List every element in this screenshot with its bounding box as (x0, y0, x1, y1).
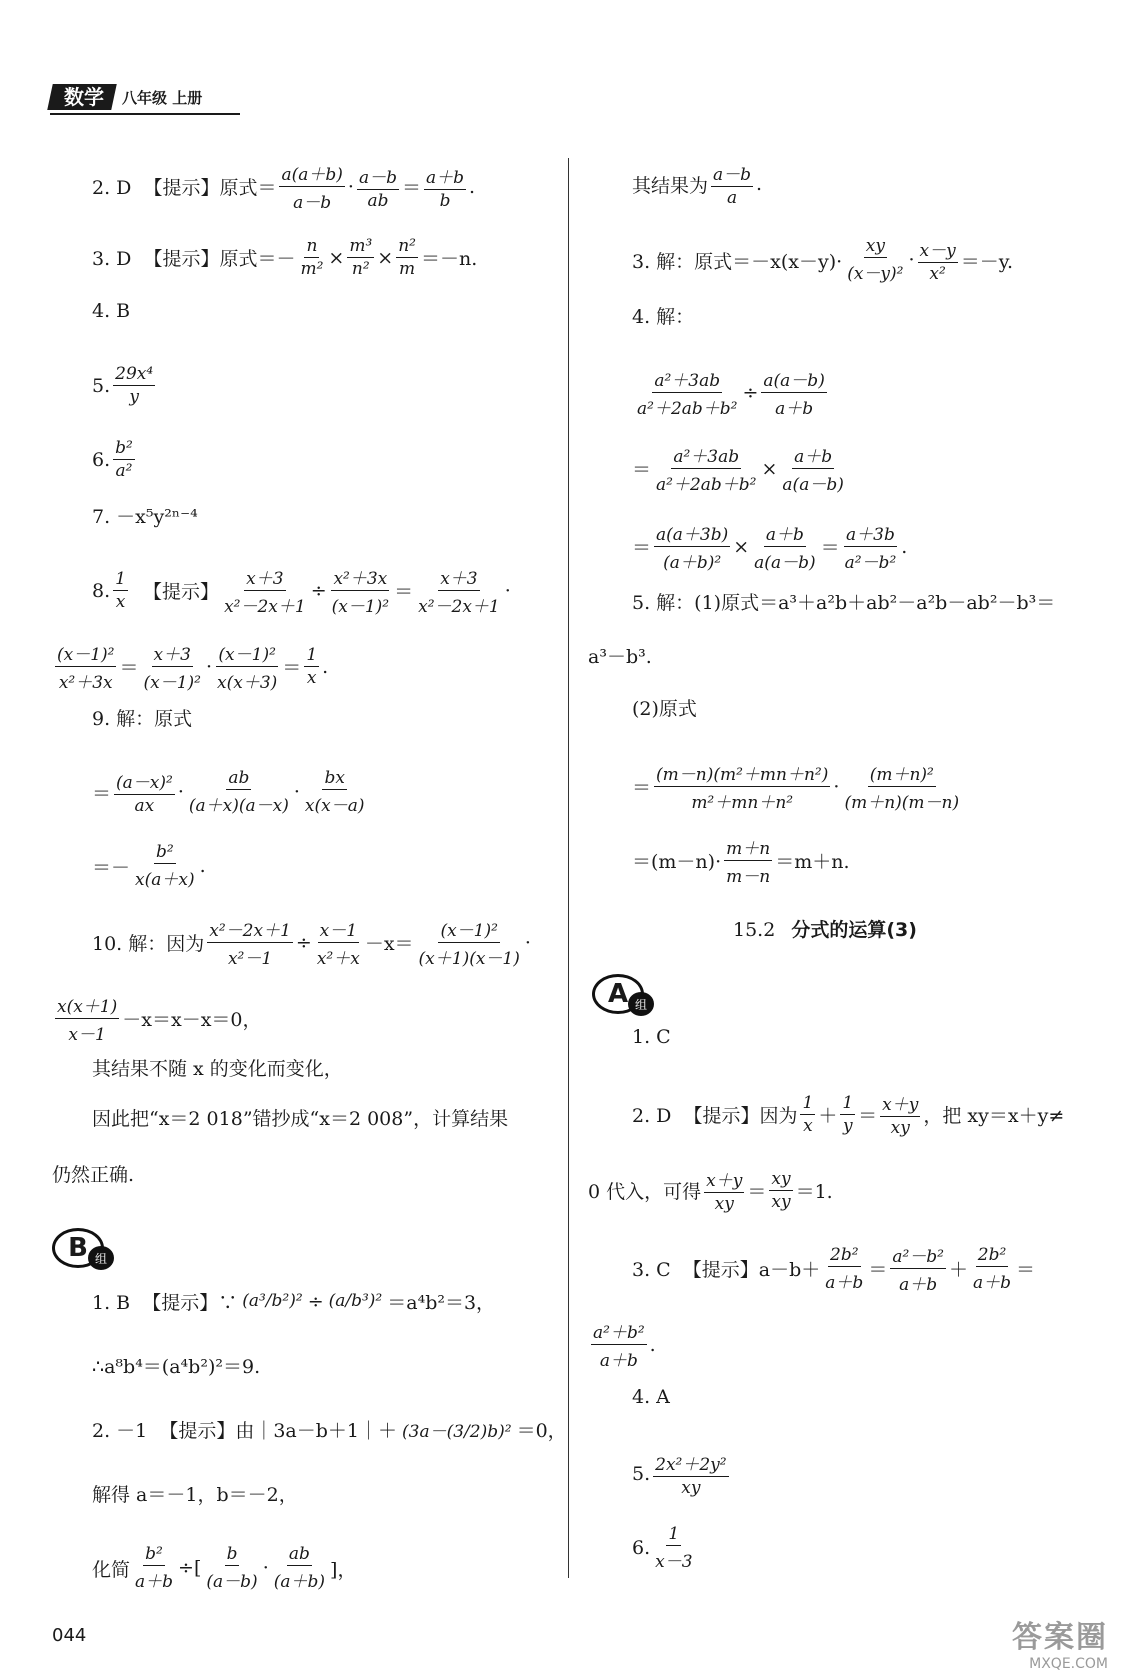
text-run: 8. (92, 579, 111, 602)
right-line (632, 1524, 698, 1572)
fraction (240, 1291, 304, 1312)
denominator: a(a－b) (782, 475, 844, 495)
text-run: . (901, 535, 908, 558)
denominator: a＋b (135, 1572, 174, 1592)
right-line (632, 1386, 670, 1408)
fraction (133, 842, 197, 890)
text-run: · (524, 931, 531, 954)
text-run: . (756, 173, 763, 195)
text-run: 1. B 【提示】∵ (92, 1292, 238, 1314)
right-line (632, 588, 1055, 615)
denominator: m²＋mn＋n² (691, 793, 794, 813)
denominator: x (803, 1115, 813, 1136)
text-run: × (761, 457, 778, 480)
text-run: ＝a⁴b²＝3， (387, 1292, 496, 1314)
right-line (632, 1026, 671, 1048)
denominator: b (439, 190, 451, 211)
left-line (92, 1288, 495, 1315)
numerator: 2b² (830, 1244, 859, 1265)
left-line (92, 1104, 508, 1131)
denominator: (a－b) (206, 1572, 258, 1592)
denominator: xy (681, 1478, 701, 1498)
fraction (279, 160, 344, 213)
denominator: x² (929, 264, 946, 284)
left-line (92, 236, 477, 279)
text-run: ＝－ (92, 856, 131, 879)
left-line (52, 640, 328, 693)
denominator: x²＋3x (58, 673, 113, 693)
header-underline (50, 113, 240, 115)
left-line (92, 564, 511, 617)
text-run: ＝ (632, 459, 652, 481)
numerator: x＋y (704, 1166, 744, 1193)
fraction (724, 834, 772, 887)
right-line (632, 236, 1013, 284)
numerator: (x－1)² (216, 640, 277, 667)
text-run: ＝ (92, 782, 112, 805)
fraction (207, 916, 293, 969)
numerator: a＋b (792, 442, 834, 469)
text-run: ＋ (818, 1104, 838, 1127)
text-run: ＝－n. (420, 248, 478, 270)
fraction (842, 760, 961, 813)
text-run: 7. －x⁵y²ⁿ⁻⁴ (92, 506, 198, 528)
numerator: xy (771, 1168, 791, 1189)
numerator: a(a＋b) (279, 160, 344, 187)
text-run: 10. 解：因为 (92, 933, 205, 955)
fraction (298, 236, 325, 279)
numerator: x＋3 (152, 640, 193, 667)
fraction (55, 992, 119, 1045)
text-run: × (328, 246, 345, 269)
numerator: a－b (357, 163, 399, 190)
grade-label: 八年级 上册 (122, 88, 203, 107)
fraction (840, 1093, 855, 1136)
numerator: 1 (306, 645, 318, 665)
fraction (330, 564, 391, 617)
fraction (890, 1242, 946, 1295)
text-run: 2. －1 【提示】由｜3a－b＋1｜＋ (92, 1420, 398, 1442)
denominator: n² (351, 259, 370, 279)
fraction (222, 564, 308, 617)
numerator: xy (865, 236, 885, 256)
numerator: (m＋n)² (868, 760, 936, 787)
text-run: ＝0， (516, 1420, 567, 1442)
left-line (92, 1054, 343, 1081)
left-line (92, 438, 138, 481)
text-run: 3. 解：原式＝－x(x－y)· (632, 250, 843, 273)
section-name: 分式的运算(3) (791, 919, 917, 941)
fraction (711, 160, 753, 208)
denominator: a² (115, 461, 133, 481)
fraction (142, 640, 203, 693)
subject-tab: 数学 (47, 84, 117, 110)
fraction (654, 520, 730, 573)
text-run: · (177, 781, 184, 803)
right-line (588, 1166, 833, 1214)
denominator: x²－1 (227, 949, 273, 969)
numerator: 1 (802, 1092, 814, 1113)
numerator: ab (228, 768, 250, 788)
denominator: x (306, 668, 317, 688)
page-header (50, 84, 202, 110)
text-run: ＝ (858, 1104, 878, 1127)
numerator: x²－2x＋1 (207, 916, 293, 943)
numerator: (a³/b²)² (242, 1291, 303, 1311)
text-run: 3. D 【提示】原式＝－ (92, 248, 296, 270)
fraction (55, 640, 116, 693)
text-run: ＝ (747, 1180, 767, 1203)
denominator: a²－b² (844, 553, 897, 573)
fraction (424, 163, 466, 211)
text-run: 0 代入，可得 (588, 1180, 702, 1203)
left-line (92, 300, 130, 322)
text-run: 2. D 【提示】因为 (632, 1104, 798, 1127)
text-run: ＝1. (795, 1180, 833, 1203)
text-run: －x＝x－x＝0， (122, 1009, 262, 1031)
fraction (113, 438, 135, 481)
fraction (113, 569, 128, 612)
right-line (632, 302, 694, 329)
column-divider (568, 158, 569, 1578)
text-run: . (199, 855, 206, 877)
right-line (588, 1318, 656, 1371)
fraction (591, 1318, 647, 1371)
text-run: · (293, 781, 300, 803)
denominator: x²－2x＋1 (224, 597, 306, 617)
fraction (971, 1245, 1013, 1293)
denominator: (x－1)² (143, 673, 201, 693)
right-line (632, 1242, 1035, 1295)
text-run: ÷[ (178, 1557, 202, 1579)
text-run: －x＝ (364, 933, 414, 955)
text-run: 2. D 【提示】原式＝ (92, 177, 277, 199)
text-run: 4. 解： (632, 306, 695, 328)
fraction (357, 163, 399, 211)
fraction (215, 640, 279, 693)
group-b-letter: B (68, 1233, 88, 1263)
section-title (733, 915, 917, 942)
text-run: ÷ (742, 381, 759, 404)
numerator: a＋b (764, 520, 806, 547)
text-run: 6. (92, 448, 111, 471)
fraction (396, 236, 418, 279)
left-line (92, 160, 475, 213)
numerator: a(a＋3b) (654, 520, 730, 547)
numerator: (a/b³)² (328, 1291, 383, 1311)
fraction (315, 916, 362, 969)
fraction (635, 366, 739, 419)
numerator: a²＋3ab (652, 366, 722, 393)
numerator: x－1 (318, 916, 359, 943)
text-run: ＋ (948, 1259, 968, 1281)
text-run: ＝ (868, 1259, 888, 1281)
denominator: m－n (726, 867, 771, 887)
numerator: x(x＋1) (55, 992, 119, 1019)
left-line (92, 842, 206, 890)
left-line (92, 364, 158, 407)
fraction (800, 1093, 815, 1136)
numerator: a²＋3ab (671, 442, 741, 469)
numerator: a(a－b) (761, 366, 826, 393)
right-line (632, 1090, 1064, 1138)
numerator: 1 (842, 1092, 854, 1113)
left-line (92, 768, 369, 816)
text-run: ＝ (282, 657, 302, 679)
numerator: m³ (349, 236, 373, 256)
denominator: m² (300, 259, 324, 279)
denominator: xy (890, 1118, 910, 1138)
denominator: a(a－b) (754, 553, 816, 573)
fraction (417, 916, 522, 969)
text-run: ＝ (401, 177, 421, 199)
numerator: (3a－(3/2)b)² (402, 1421, 512, 1442)
fraction (823, 1245, 865, 1293)
numerator: n² (398, 236, 416, 256)
text-run: · (833, 775, 840, 798)
fraction (400, 1417, 514, 1443)
numerator: x²＋3x (331, 564, 389, 591)
fraction (653, 1524, 694, 1572)
left-line (92, 1352, 260, 1379)
denominator: (x＋1)(x－1) (418, 949, 520, 969)
text-run: · (504, 579, 511, 602)
numerator: 29x⁴ (115, 364, 154, 384)
numerator: b² (155, 842, 174, 862)
fraction (780, 442, 845, 495)
right-line (632, 442, 849, 495)
text-run: 解得 a＝－1，b＝－2， (92, 1484, 298, 1506)
left-line (92, 704, 192, 731)
denominator: x－3 (655, 1552, 693, 1572)
denominator: a＋b (899, 1275, 938, 1295)
text-run: 5. (632, 1463, 651, 1485)
numerator: ab (288, 1544, 310, 1564)
denominator: (a＋b) (273, 1572, 326, 1592)
numerator: (m－n)(m²＋mn＋n²) (654, 760, 830, 787)
fraction (187, 768, 291, 816)
text-run: ＝ (632, 537, 652, 559)
fraction (133, 1544, 175, 1592)
numerator: x－y (918, 236, 958, 263)
group-a-letter: A (607, 979, 629, 1009)
fraction (761, 366, 826, 419)
numerator: x＋3 (244, 564, 285, 591)
left-line (92, 1544, 356, 1592)
denominator: a²＋2ab＋b² (656, 475, 757, 495)
fraction (704, 1166, 744, 1214)
denominator: a－b (293, 193, 332, 213)
text-run: · (262, 1557, 269, 1579)
fraction (654, 442, 758, 495)
numerator: (a－x)² (114, 768, 175, 795)
group-a-sub: 组 (628, 992, 654, 1016)
denominator: x²＋x (316, 949, 360, 969)
right-line (632, 694, 697, 721)
text-run: 其结果为 (632, 174, 709, 197)
denominator: y (842, 1115, 853, 1136)
numerator: 2x²＋2y² (653, 1450, 728, 1477)
denominator: a＋b (973, 1272, 1012, 1293)
fraction (347, 236, 374, 279)
text-run: . (322, 655, 329, 678)
denominator: (a＋x)(a－x) (188, 796, 289, 816)
text-run: ＝ (820, 537, 840, 559)
denominator: a²＋2ab＋b² (637, 399, 738, 419)
right-line (632, 520, 907, 573)
denominator: x (115, 592, 126, 612)
watermark (1012, 1612, 1108, 1672)
numerator: 1 (668, 1524, 680, 1544)
text-run: ＝(m－n)· (632, 851, 722, 873)
text-run: ＝m＋n. (775, 851, 850, 873)
text-run: (2)原式 (632, 698, 697, 720)
right-line (632, 834, 850, 887)
denominator: (m＋n)(m－n) (844, 793, 960, 813)
text-run: ＝ (632, 777, 652, 799)
text-run: ∴a⁸b⁴＝(a⁴b²)²＝9. (92, 1356, 261, 1378)
right-line (632, 760, 964, 813)
numerator: a－b (711, 160, 753, 187)
numerator: a²＋b² (591, 1318, 647, 1345)
denominator: a (726, 188, 738, 208)
denominator: x－1 (68, 1025, 106, 1045)
left-line (92, 1480, 298, 1507)
text-run: 4. B (92, 300, 131, 322)
text-run: 仍然正确. (52, 1164, 135, 1186)
text-run: 5. (92, 374, 111, 397)
left-line (92, 1416, 567, 1443)
numerator: (x－1)² (55, 640, 116, 667)
numerator: a＋b (424, 163, 466, 190)
text-run: ＝ (394, 581, 414, 603)
denominator: x(x＋3) (217, 673, 278, 693)
text-run: ＝ (119, 657, 139, 679)
left-line (52, 992, 262, 1045)
fraction (416, 564, 502, 617)
text-run: ]， (330, 1558, 357, 1581)
numerator: b² (115, 438, 133, 458)
numerator: bx (324, 768, 345, 788)
denominator: y (129, 387, 139, 407)
text-run: ，把 xy＝x＋y≠ (923, 1104, 1065, 1127)
numerator: 1 (115, 569, 126, 589)
text-run: 其结果不随 x 的变化而变化， (92, 1058, 343, 1080)
watermark-logo: 答案圈 (1012, 1620, 1108, 1655)
text-run: 3. C 【提示】a－b＋ (632, 1259, 821, 1281)
text-run: 6. (632, 1537, 651, 1559)
right-line (632, 160, 762, 208)
left-line (92, 502, 198, 529)
page-number: 044 (52, 1625, 87, 1646)
denominator: ab (367, 190, 389, 211)
text-run: ÷ (295, 931, 312, 954)
text-run: 9. 解：原式 (92, 708, 193, 730)
denominator: xy (714, 1194, 734, 1214)
numerator: (x－1)² (438, 916, 499, 943)
text-run: . (649, 1333, 656, 1356)
fraction (327, 1291, 385, 1312)
denominator: xy (771, 1191, 791, 1212)
numerator: b² (145, 1544, 163, 1564)
text-run: × (377, 246, 394, 269)
numerator: n (306, 236, 318, 256)
denominator: (x－1)² (331, 597, 390, 617)
text-run: ＝－y. (960, 250, 1013, 273)
fraction (752, 520, 817, 573)
right-line (588, 642, 652, 669)
text-run: ÷ (310, 579, 327, 602)
fraction (880, 1090, 920, 1138)
denominator: a＋b (599, 1351, 638, 1371)
fraction (303, 768, 367, 816)
fraction (653, 1450, 728, 1498)
text-run: . (469, 175, 476, 198)
text-run: ＝ (1016, 1259, 1036, 1281)
fraction (114, 768, 175, 816)
text-run: 4. A (632, 1386, 670, 1408)
numerator: a²－b² (890, 1242, 946, 1269)
fraction (113, 364, 155, 407)
text-run: · (205, 655, 213, 678)
group-b-sub: 组 (88, 1246, 114, 1270)
watermark-url: MXQE.COM (1029, 1656, 1108, 1672)
denominator: x²－2x＋1 (418, 597, 500, 617)
numerator: 2b² (977, 1244, 1007, 1265)
numerator: a＋3b (844, 520, 897, 547)
numerator: m＋n (724, 834, 772, 861)
fraction (843, 520, 899, 573)
denominator: a＋b (825, 1272, 864, 1293)
fraction (769, 1169, 792, 1212)
fraction (918, 236, 958, 284)
fraction (304, 645, 319, 688)
numerator: b (226, 1544, 238, 1564)
text-run: × (733, 535, 750, 558)
text-run: · (347, 175, 354, 198)
left-line (52, 1160, 134, 1187)
text-run: a³－b³. (588, 646, 652, 668)
right-line (632, 1450, 732, 1498)
text-run: ÷ (307, 1290, 324, 1313)
fraction (845, 236, 905, 284)
denominator: a＋b (775, 399, 814, 419)
numerator: x＋3 (438, 564, 479, 591)
denominator: (x－y)² (847, 264, 904, 284)
numerator: x＋y (880, 1090, 920, 1117)
text-run: 5. 解：(1)原式＝a³＋a²b＋ab²－a²b－ab²－b³＝ (632, 592, 1056, 614)
text-run: 【提示】 (130, 581, 220, 603)
left-line (92, 916, 531, 969)
text-run: 化简 (92, 1558, 131, 1581)
denominator: ax (134, 796, 155, 816)
right-line (632, 366, 830, 419)
text-run: 1. C (632, 1026, 671, 1048)
denominator: x(a＋x) (135, 870, 195, 890)
text-run: · (908, 249, 915, 271)
denominator: m (399, 259, 416, 279)
denominator: x(x－a) (304, 796, 365, 816)
fraction (272, 1544, 327, 1592)
text-run: 因此把“x＝2 018”错抄成“x＝2 008”，计算结果 (92, 1108, 509, 1130)
section-number: 15.2 (733, 919, 776, 941)
fraction (204, 1544, 259, 1592)
denominator: (a＋b)² (663, 553, 722, 573)
fraction (654, 760, 830, 813)
